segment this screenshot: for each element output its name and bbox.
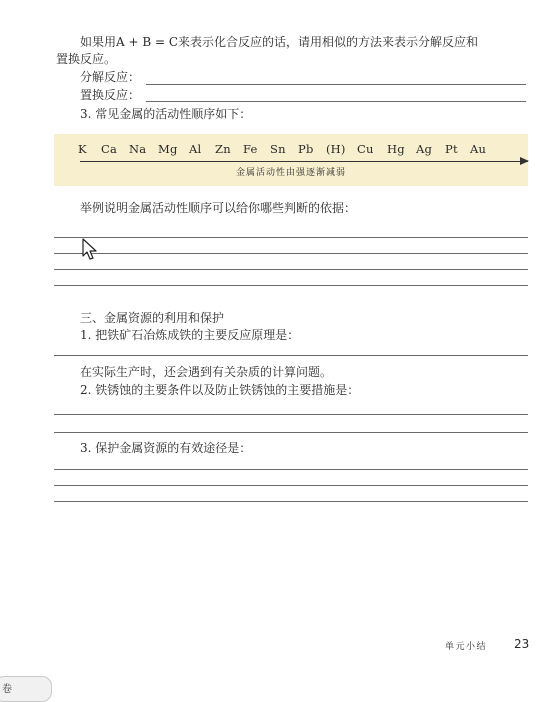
metal-ag: Ag <box>416 142 433 156</box>
metal-pt: Pt <box>445 142 458 156</box>
answer-line[interactable] <box>54 414 528 415</box>
metal-pb: Pb <box>298 142 314 156</box>
activity-arrow-line <box>80 161 528 162</box>
intro-line-1: 如果用A + B = C来表示化合反应的话，请用相似的方法来表示分解反应和 <box>80 35 479 49</box>
metal-au: Au <box>470 142 487 156</box>
answer-line[interactable] <box>54 485 528 486</box>
answer-line[interactable] <box>54 432 528 433</box>
activity-series-caption: 金属活动性由强逐渐减弱 <box>235 168 346 178</box>
hydrogen: (H) <box>326 142 346 156</box>
section-3-title: 三、金属资源的利用和保护 <box>80 311 225 325</box>
metal-k: K <box>78 142 87 156</box>
metal-fe: Fe <box>243 142 258 156</box>
arrow-right-icon <box>520 157 529 165</box>
intro-line-2: 置换反应。 <box>56 52 117 66</box>
metal-mg: Mg <box>158 142 178 156</box>
metal-activity-series <box>54 134 528 186</box>
section-3-question-2: 2. 铁锈蚀的主要条件以及防止铁锈蚀的主要措施是： <box>80 383 360 397</box>
answer-line[interactable] <box>54 237 528 238</box>
answer-line[interactable] <box>54 355 528 356</box>
corner-tab-label: 卷 <box>2 684 12 695</box>
answer-line[interactable] <box>54 469 528 470</box>
metal-na: Na <box>129 142 147 156</box>
answer-line[interactable] <box>54 501 528 502</box>
section-3-question-3: 3. 保护金属资源的有效途径是： <box>80 441 252 455</box>
answer-line[interactable] <box>54 253 528 254</box>
mouse-pointer-icon <box>82 238 98 262</box>
metal-zn: Zn <box>215 142 231 156</box>
unit-summary-label: 单元小结 <box>445 642 488 652</box>
metal-cu: Cu <box>357 142 374 156</box>
metal-sn: Sn <box>270 142 286 156</box>
question-3-heading: 3. 常见金属的活动性顺序如下： <box>80 107 252 121</box>
answer-line[interactable] <box>54 269 528 270</box>
metal-hg: Hg <box>387 142 405 156</box>
metal-al: Al <box>189 142 202 156</box>
answer-line[interactable] <box>54 285 528 286</box>
metal-ca: Ca <box>101 142 118 156</box>
section-3-question-1: 1. 把铁矿石冶炼成铁的主要反应原理是： <box>80 328 300 342</box>
page-number: 23 <box>514 637 530 651</box>
decomposition-label: 分解反应： <box>80 70 141 84</box>
example-prompt: 举例说明金属活动性顺序可以给你哪些判断的依据： <box>80 201 357 215</box>
replacement-label: 置换反应： <box>80 88 141 102</box>
impurity-note: 在实际生产时，还会遇到有关杂质的计算问题。 <box>80 365 333 379</box>
replacement-answer-line[interactable] <box>146 101 526 102</box>
decomposition-answer-line[interactable] <box>146 84 526 85</box>
